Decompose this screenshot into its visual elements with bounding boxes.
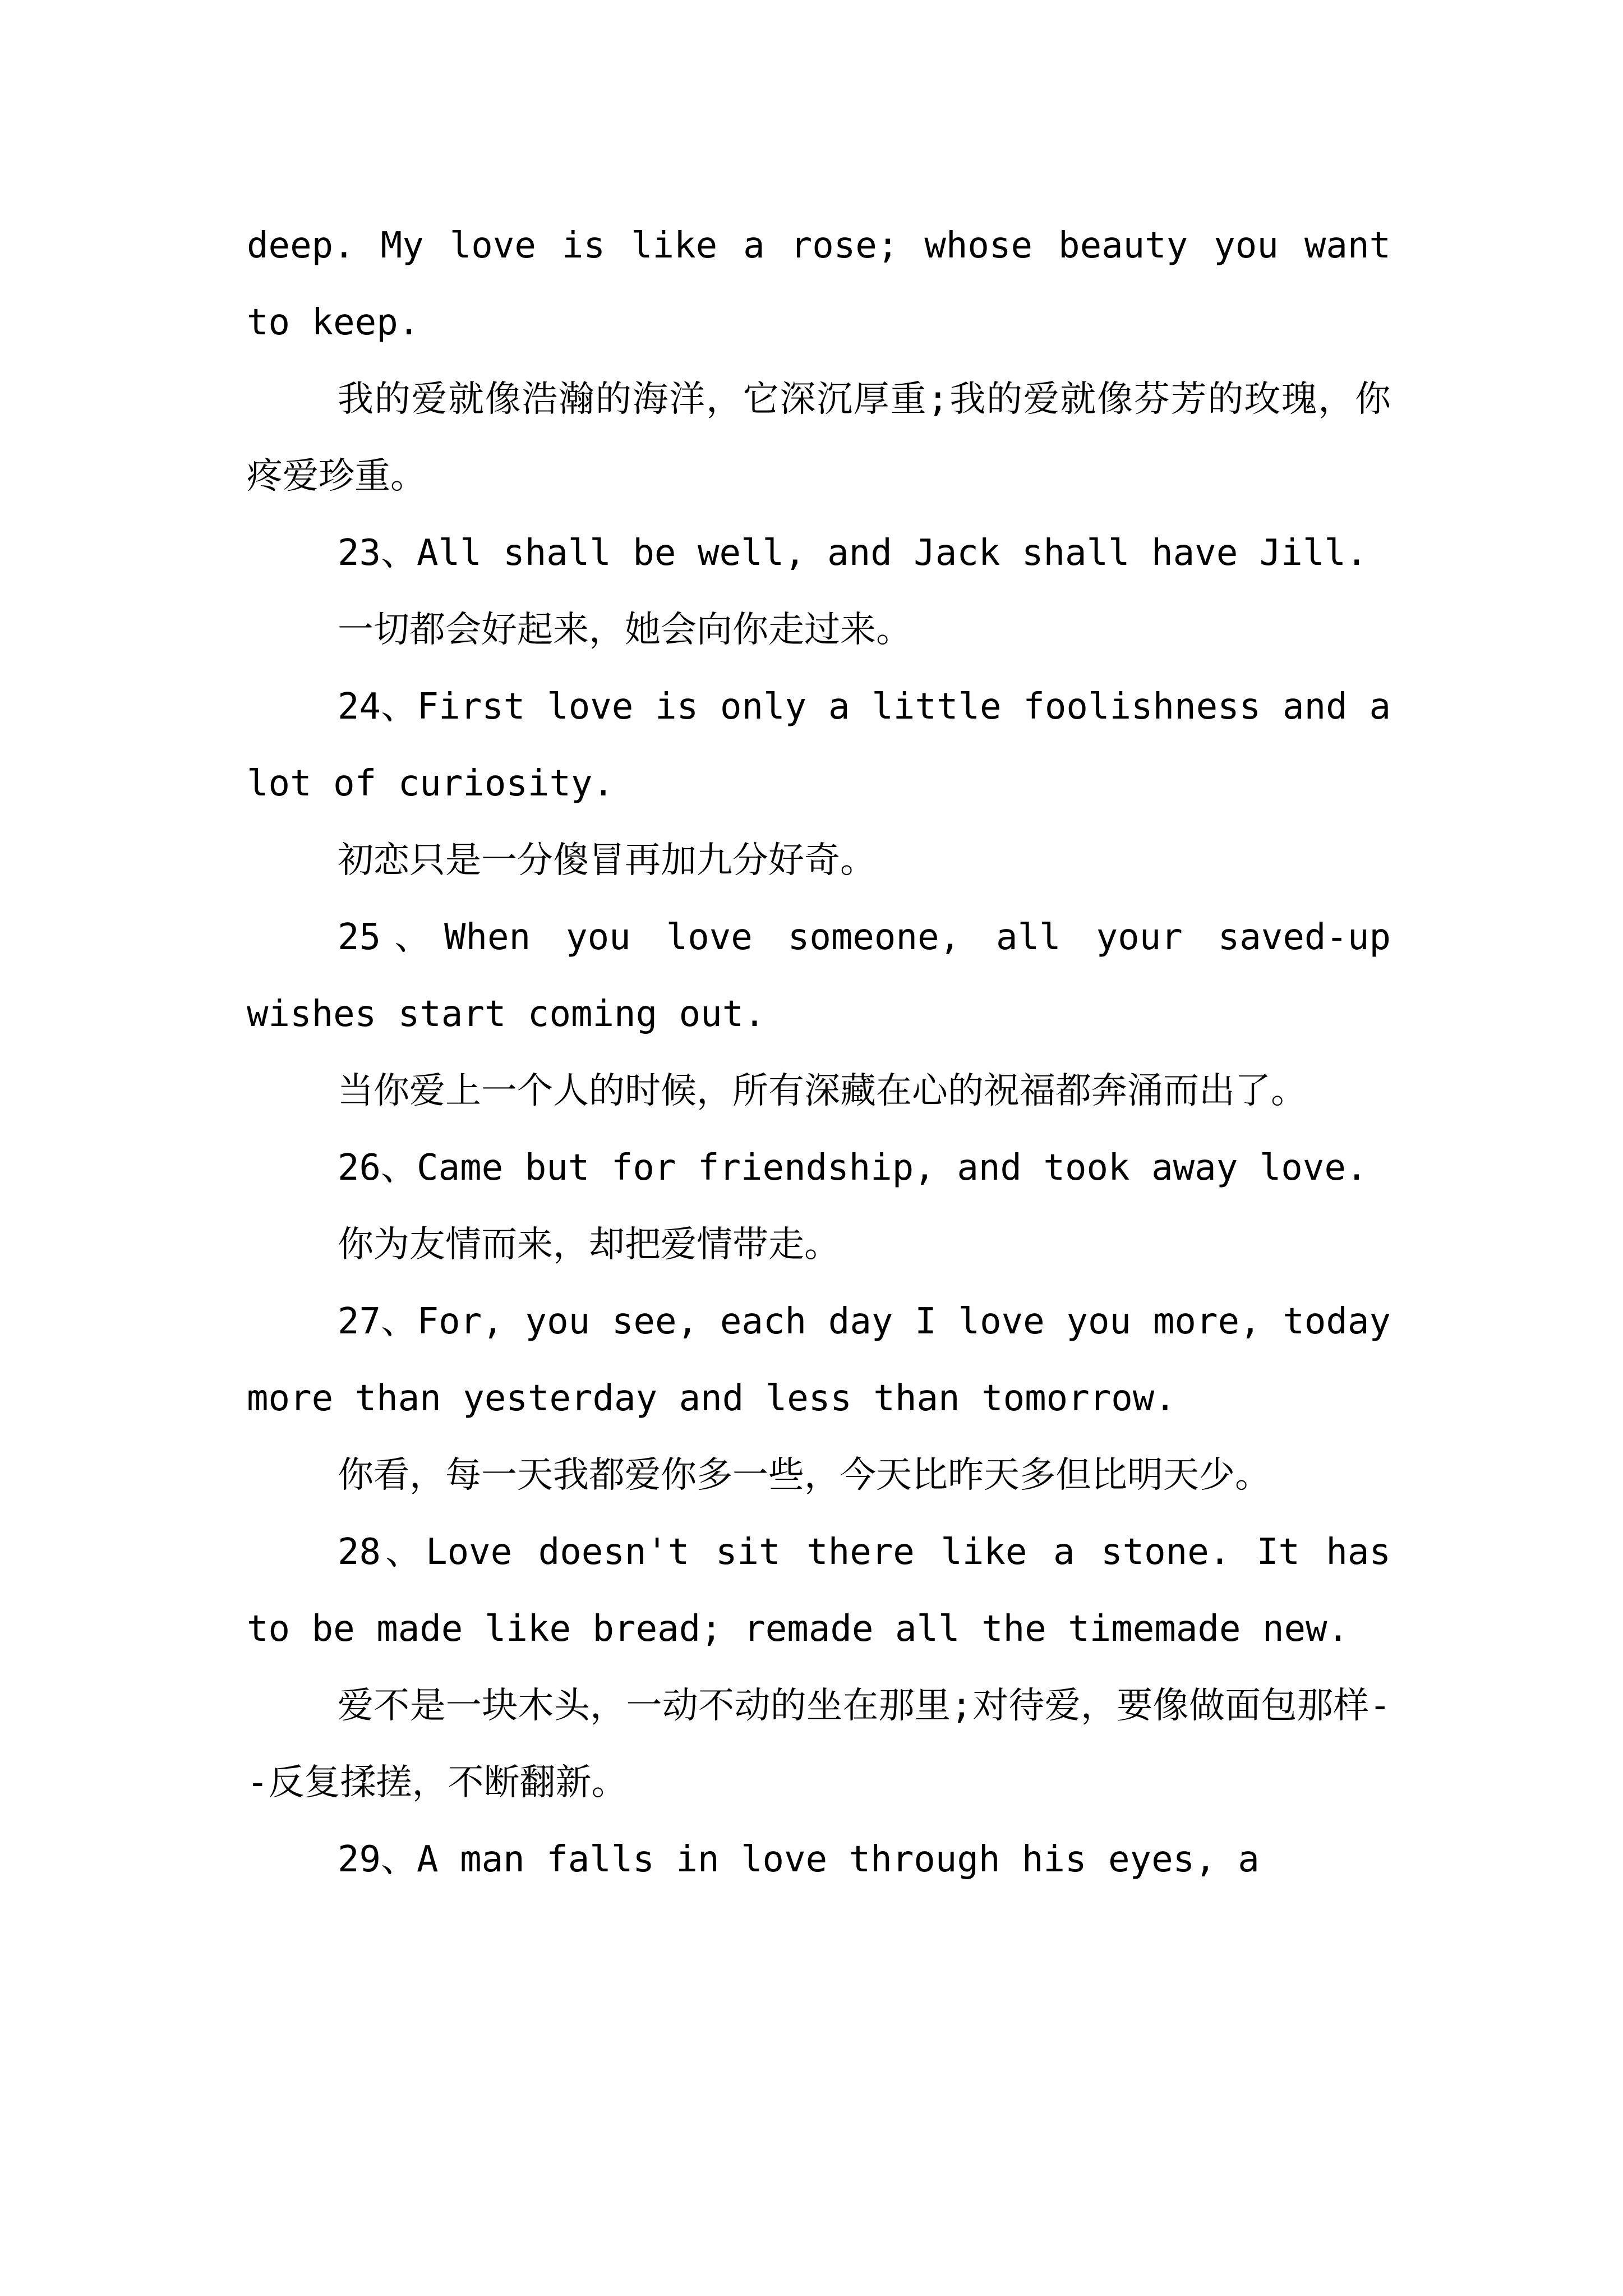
paragraph: 初恋只是一分傻冒再加九分好奇。 — [338, 840, 876, 881]
paragraph: 你看，每一天我都爱你多一些，今天比昨天多但比明天少。 — [338, 1455, 1271, 1496]
paragraph: 27、For, you see, each day I love you more, today more than yesterday and less than tomorrow. — [247, 1301, 1391, 1419]
paragraph: 28、Love doesn't sit there like a stone. It has to be made like bread; remade all the timemade new. — [247, 1531, 1391, 1650]
paragraph: 当你爱上一个人的时候，所有深藏在心的祝福都奔涌而出了。 — [338, 1070, 1307, 1112]
paragraph: 爱不是一块木头，一动不动的坐在那里;对待爱，要像做面包那样--反复揉搓，不断翻新。 — [247, 1685, 1391, 1803]
paragraph: 24、First love is only a little foolishness and a lot of curiosity. — [247, 686, 1391, 804]
paragraph: deep. My love is like a rose; whose beauty you want to keep. — [247, 225, 1391, 343]
paragraph: 一切都会好起来，她会向你走过来。 — [338, 609, 912, 651]
paragraph: 26、Came but for friendship, and took away love. — [338, 1147, 1368, 1189]
body-text — [247, 208, 1391, 1898]
paragraph: 25、When you love someone, all your saved-up wishes start coming out. — [247, 917, 1391, 1035]
paragraph: 29、A man falls in love through his eyes, a — [338, 1839, 1260, 1880]
paragraph: 我的爱就像浩瀚的海洋，它深沉厚重;我的爱就像芬芳的玫瑰，你疼爱珍重。 — [247, 379, 1391, 497]
paragraph: 23、All shall be well, and Jack shall have Jill. — [338, 532, 1368, 574]
paragraph: 你为友情而来，却把爱情带走。 — [338, 1224, 840, 1266]
